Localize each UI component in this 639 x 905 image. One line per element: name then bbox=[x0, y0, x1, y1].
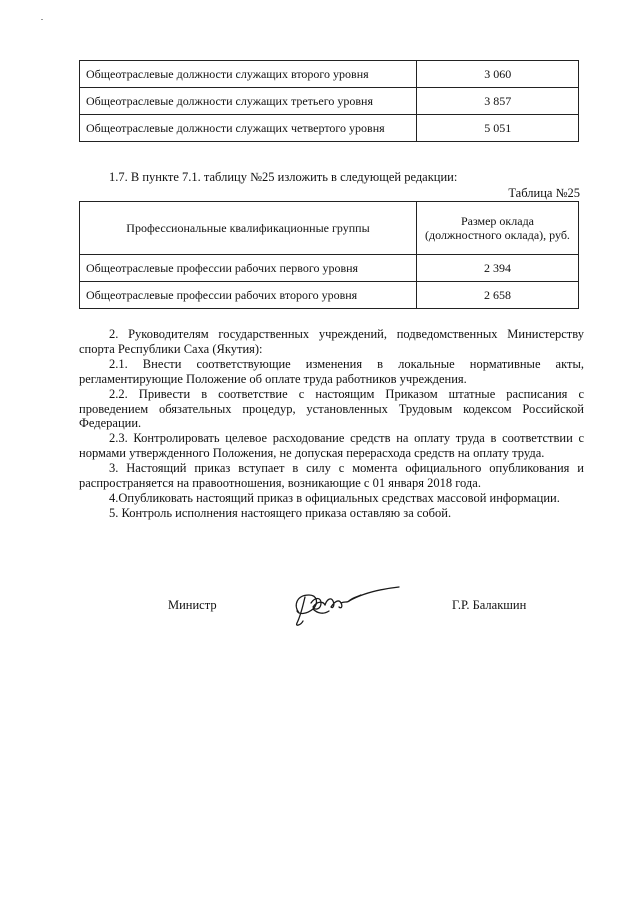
paragraph: 5. Контроль исполнения настоящего приказа оставляю за собой. bbox=[109, 505, 452, 520]
table-row bbox=[80, 115, 579, 142]
table-25 bbox=[79, 201, 579, 309]
signatory-title: Министр bbox=[168, 598, 217, 612]
scan-speck bbox=[41, 19, 43, 20]
table-cell-group: Общеотраслевые должности служащих второго уровня bbox=[80, 61, 417, 88]
table-row bbox=[80, 255, 579, 282]
table-row bbox=[80, 61, 579, 88]
order-body bbox=[79, 327, 584, 521]
table-caption: Таблица №25 bbox=[508, 186, 580, 200]
handwritten-signature bbox=[283, 583, 403, 631]
table-header-row bbox=[80, 202, 579, 255]
table-cell-group: Общеотраслевые должности служащих третьего уровня bbox=[80, 88, 417, 115]
table-cell-salary: 2 394 bbox=[416, 255, 578, 282]
table-cell-salary: 2 658 bbox=[416, 282, 578, 309]
table-cell-salary: 3 857 bbox=[417, 88, 579, 115]
paragraph: 4.Опубликовать настоящий приказ в официальных средствах массовой информации. bbox=[109, 490, 560, 505]
table-cell-salary: 5 051 bbox=[417, 115, 579, 142]
paragraph: 2. Руководителям государственных учреждений, подведомственных Министерству спорта Республики Саха (Якутия): bbox=[79, 327, 584, 356]
table-row bbox=[80, 88, 579, 115]
header-group: Профессиональные квалификационные группы bbox=[80, 202, 417, 255]
paragraph: 2.3. Контролировать целевое расходование средств на оплату труда в соответствии с нормами утвержденного Положения, не допуская перерасхода средств на оплату труда. bbox=[79, 431, 584, 461]
header-salary: Размер оклада (должностного оклада), руб. bbox=[416, 202, 578, 255]
paragraph: 2.1. Внести соответствующие изменения в локальные нормативные акты, регламентирующие Положение об оплате труда работников учреждения. bbox=[79, 356, 584, 386]
table-cell-group: Общеотраслевые профессии рабочих второго уровня bbox=[80, 282, 417, 309]
table-row bbox=[80, 282, 579, 309]
table-cell-salary: 3 060 bbox=[417, 61, 579, 88]
table-cell-group: Общеотраслевые должности служащих четвертого уровня bbox=[80, 115, 417, 142]
signatory-name: Г.Р. Балакшин bbox=[452, 598, 527, 612]
amendment-intro: 1.7. В пункте 7.1. таблицу №25 изложить в следующей редакции: bbox=[109, 170, 458, 184]
paragraph: 3. Настоящий приказ вступает в силу с момента официального опубликования и распространяется на правоотношения, возникающие с 01 января 2018 года. bbox=[79, 461, 584, 491]
table-cell-group: Общеотраслевые профессии рабочих первого уровня bbox=[80, 255, 417, 282]
paragraph: 2.2. Привести в соответствие с настоящим Приказом штатные расписания с проведением обязательных процедур, установленных Трудовым кодексом Российской Федерации. bbox=[79, 386, 584, 431]
positions-table bbox=[79, 60, 579, 142]
